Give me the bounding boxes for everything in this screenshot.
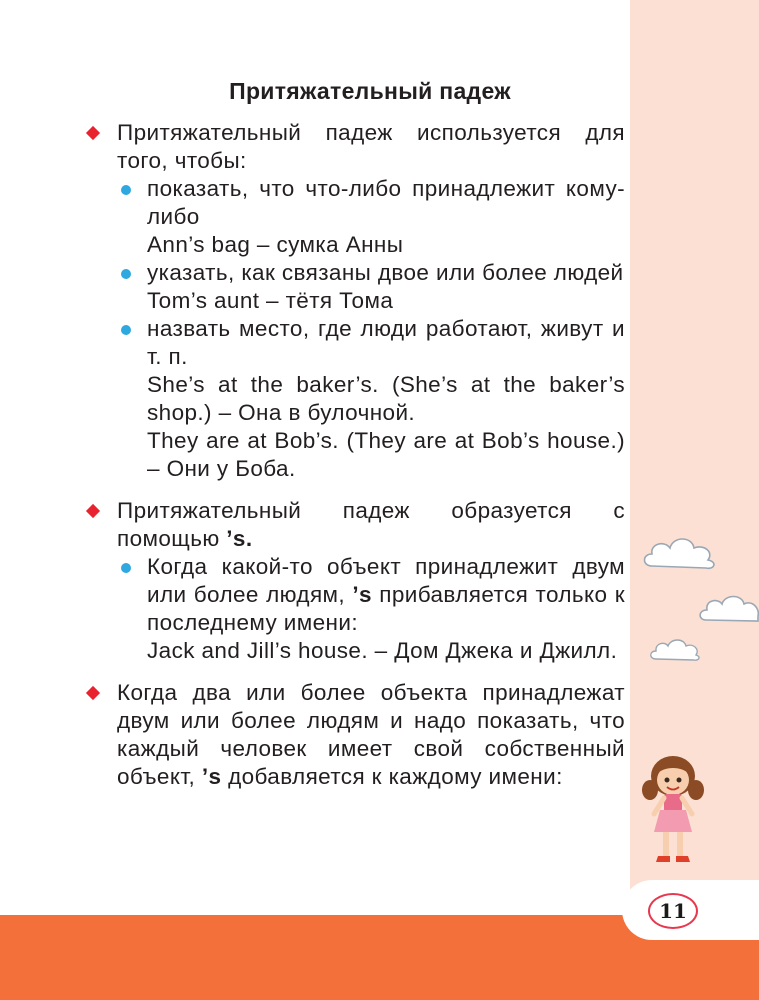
main-item-text: добавляется к каждому имени:: [228, 764, 563, 789]
main-item-text: Притяжательный падеж используется для того, чтобы:: [117, 120, 625, 173]
example-text: Ann’s bag – сумка Анны: [147, 232, 404, 257]
page-number: 11: [648, 893, 698, 929]
main-item-bold-text: ’s.: [226, 526, 253, 551]
dot-bullet-icon: [121, 563, 131, 573]
section-each-name: [85, 679, 625, 791]
main-item-text: Притяжательный падеж образуется с помощью: [117, 498, 625, 551]
example-text: Jack and Jill’s house. – Дом Джека и Джилл.: [147, 638, 618, 663]
main-item: [85, 119, 625, 175]
dot-bullet-icon: [121, 269, 131, 279]
dot-bullet-icon: [121, 185, 131, 195]
example-text: She’s at the baker’s. (She’s at the baker’s shop.) – Она в булочной.: [147, 372, 625, 425]
example-text: Tom’s aunt – тётя Тома: [147, 288, 394, 313]
main-item-bold-text: ’s: [201, 764, 222, 789]
page-title: Притяжательный падеж: [229, 78, 511, 104]
sub-item-text: Когда какой-то объект принадлежит двум или более людям,: [147, 554, 625, 607]
content-area: [85, 78, 625, 805]
main-item: [85, 497, 625, 553]
sub-item-text: прибавляется только к последнему имени:: [147, 582, 626, 635]
sub-item: [85, 553, 625, 637]
cloud-icon: [648, 633, 702, 665]
sub-item: [85, 259, 625, 287]
dot-bullet-icon: [121, 325, 131, 335]
sub-item-text: указать, как связаны двое или более людей: [147, 260, 624, 285]
diamond-bullet-icon: [86, 126, 100, 140]
section-usage: [85, 119, 625, 483]
example-text: They are at Bob’s. (They are at Bob’s house.) – Они у Боба.: [147, 428, 625, 481]
sub-item-text: показать, что что-либо принадлежит кому-либо: [147, 176, 625, 229]
sub-item-text: назвать место, где люди работают, живут и т. п.: [147, 316, 625, 369]
sub-item: [85, 315, 625, 371]
diamond-bullet-icon: [86, 686, 100, 700]
sub-item-bold-text: ’s: [352, 582, 372, 607]
cloud-icon: [696, 588, 759, 628]
girl-illustration: [638, 752, 708, 867]
main-item: [85, 679, 625, 791]
cloud-icon: [640, 528, 720, 574]
main-item-text: Когда два или более объекта принадлежат двум или более людям и надо показать, что каждый человек имеет свой собственный объект,: [117, 680, 625, 789]
section-formation: [85, 497, 625, 665]
sub-item: [85, 175, 625, 231]
diamond-bullet-icon: [86, 504, 100, 518]
